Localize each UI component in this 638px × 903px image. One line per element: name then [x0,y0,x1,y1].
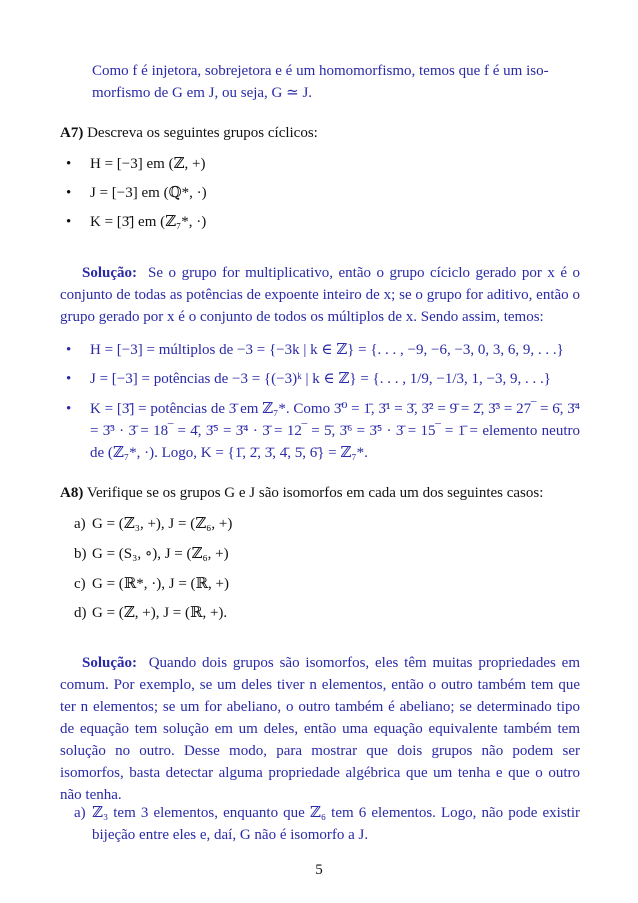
a7-item-1: H = [−3] em (ℤ, +) [90,156,206,172]
a7-answer-1: H = [−3] = múltiplos de −3 = {−3k | k ∈ ℤ} = {. . . , −9, −6, −3, 0, 3, 6, 9, . . .} [90,342,564,358]
a7-solution-text: Se o grupo for multiplicativo, então o grupo cíciclo gerado por x é o conjunto de todas as potências de expoente inteiro de x; se o grupo for aditivo, então o grupo gerado por x é o conjunto de todos os múltiplos de x. Sendo assim, temos: [60,265,581,325]
a8-case-b-letter: b) [74,546,87,562]
a8-case-d-letter: d) [74,605,87,621]
exercise-a8-heading [60,482,580,504]
exercise-a7-heading [60,122,580,144]
a8-case-a-text: G = (ℤ₃, +), J = (ℤ₆, +) [92,516,233,532]
a8-case-d-text: G = (ℤ, +), J = (ℝ, +). [92,605,228,621]
exercise-a7-label: A7) [60,125,84,141]
a7-solution-paragraph [60,262,580,328]
bullet-icon: • [66,342,72,358]
intro-paragraph [92,60,580,104]
bullet-icon: • [66,401,72,417]
a8-solution-text: Quando dois grupos são isomorfos, eles têm muitas propriedades em comum. Por exemplo, se um deles tiver n elementos, então o outro também tem que ter n elementos; se um for abeliano, o outro também é abeliano; se determinado tipo de equação tem solução em um deles, então uma equação equivalente também tem solução no outro. Desse modo, para mostrar que dois grupos não podem ser isomorfos, basta detectar alguma propriedade algébrica que um tenha e que o outro não tenha. [60,655,581,803]
exercise-a7-title: Descreva os seguintes grupos cíclicos: [87,125,318,141]
a8-solution-label: Solução: [82,655,138,671]
a8-answer-a-letter: a) [74,805,86,821]
a7-answer-3: K = [3̄] = potências de 3̄ em ℤ₇*. Como 3̄⁰ = 1̄, 3̄¹ = 3̄, 3̄² = 9̄ = 2̄, 3̄³ = 27‾ = 6̄, 3̄⁴ = 3̄³ · 3̄ = 18‾ = 4̄, 3̄⁵ = 3̄⁴ · 3̄ = 12‾ = 5̄, 3̄⁶ = 3̄⁵ · 3̄ = 15‾ = 1̄ = elemento neutro de (ℤ₇*, ·). Logo, K = {1̄, 2̄, 3̄, 4̄, 5̄, 6̄} = ℤ₇*. [90,401,580,461]
intro-line-2: morfismo de G em J, ou seja, G ≃ J. [92,85,313,101]
a7-solution-label: Solução: [82,265,138,281]
bullet-icon: • [66,214,72,230]
a8-answer-a-text: ℤ₃ tem 3 elementos, enquanto que ℤ₆ tem 6 elementos. Logo, não pode existir bijeção entre eles e, daí, G não é isomorfo a J. [92,805,580,843]
bullet-icon: • [66,371,72,387]
bullet-icon: • [66,185,72,201]
a8-case-b-text: G = (S₃, ∘), J = (ℤ₆, +) [92,546,229,562]
exercise-a8-label: A8) [60,485,84,501]
a8-solution-paragraph [60,652,580,806]
intro-line-1: Como f é injetora, sobrejetora e é um homomorfismo, temos que f é um iso- [92,63,549,79]
a8-case-c-letter: c) [74,576,86,592]
exercise-a8-title: Verifique se os grupos G e J são isomorfos em cada um dos seguintes casos: [86,485,544,501]
a7-item-2: J = [−3] em (ℚ*, ·) [90,185,207,201]
bullet-icon: • [66,156,72,172]
a8-case-a-letter: a) [74,516,86,532]
a7-answer-2: J = [−3] = potências de −3 = {(−3)ᵏ | k ∈ ℤ} = {. . . , 1/9, −1/3, 1, −3, 9, . . .} [90,371,551,387]
a8-case-c-text: G = (ℝ*, ·), J = (ℝ, +) [92,576,229,592]
page-number: 5 [315,862,323,878]
a7-item-3: K = [3̄] em (ℤ₇*, ·) [90,214,207,230]
